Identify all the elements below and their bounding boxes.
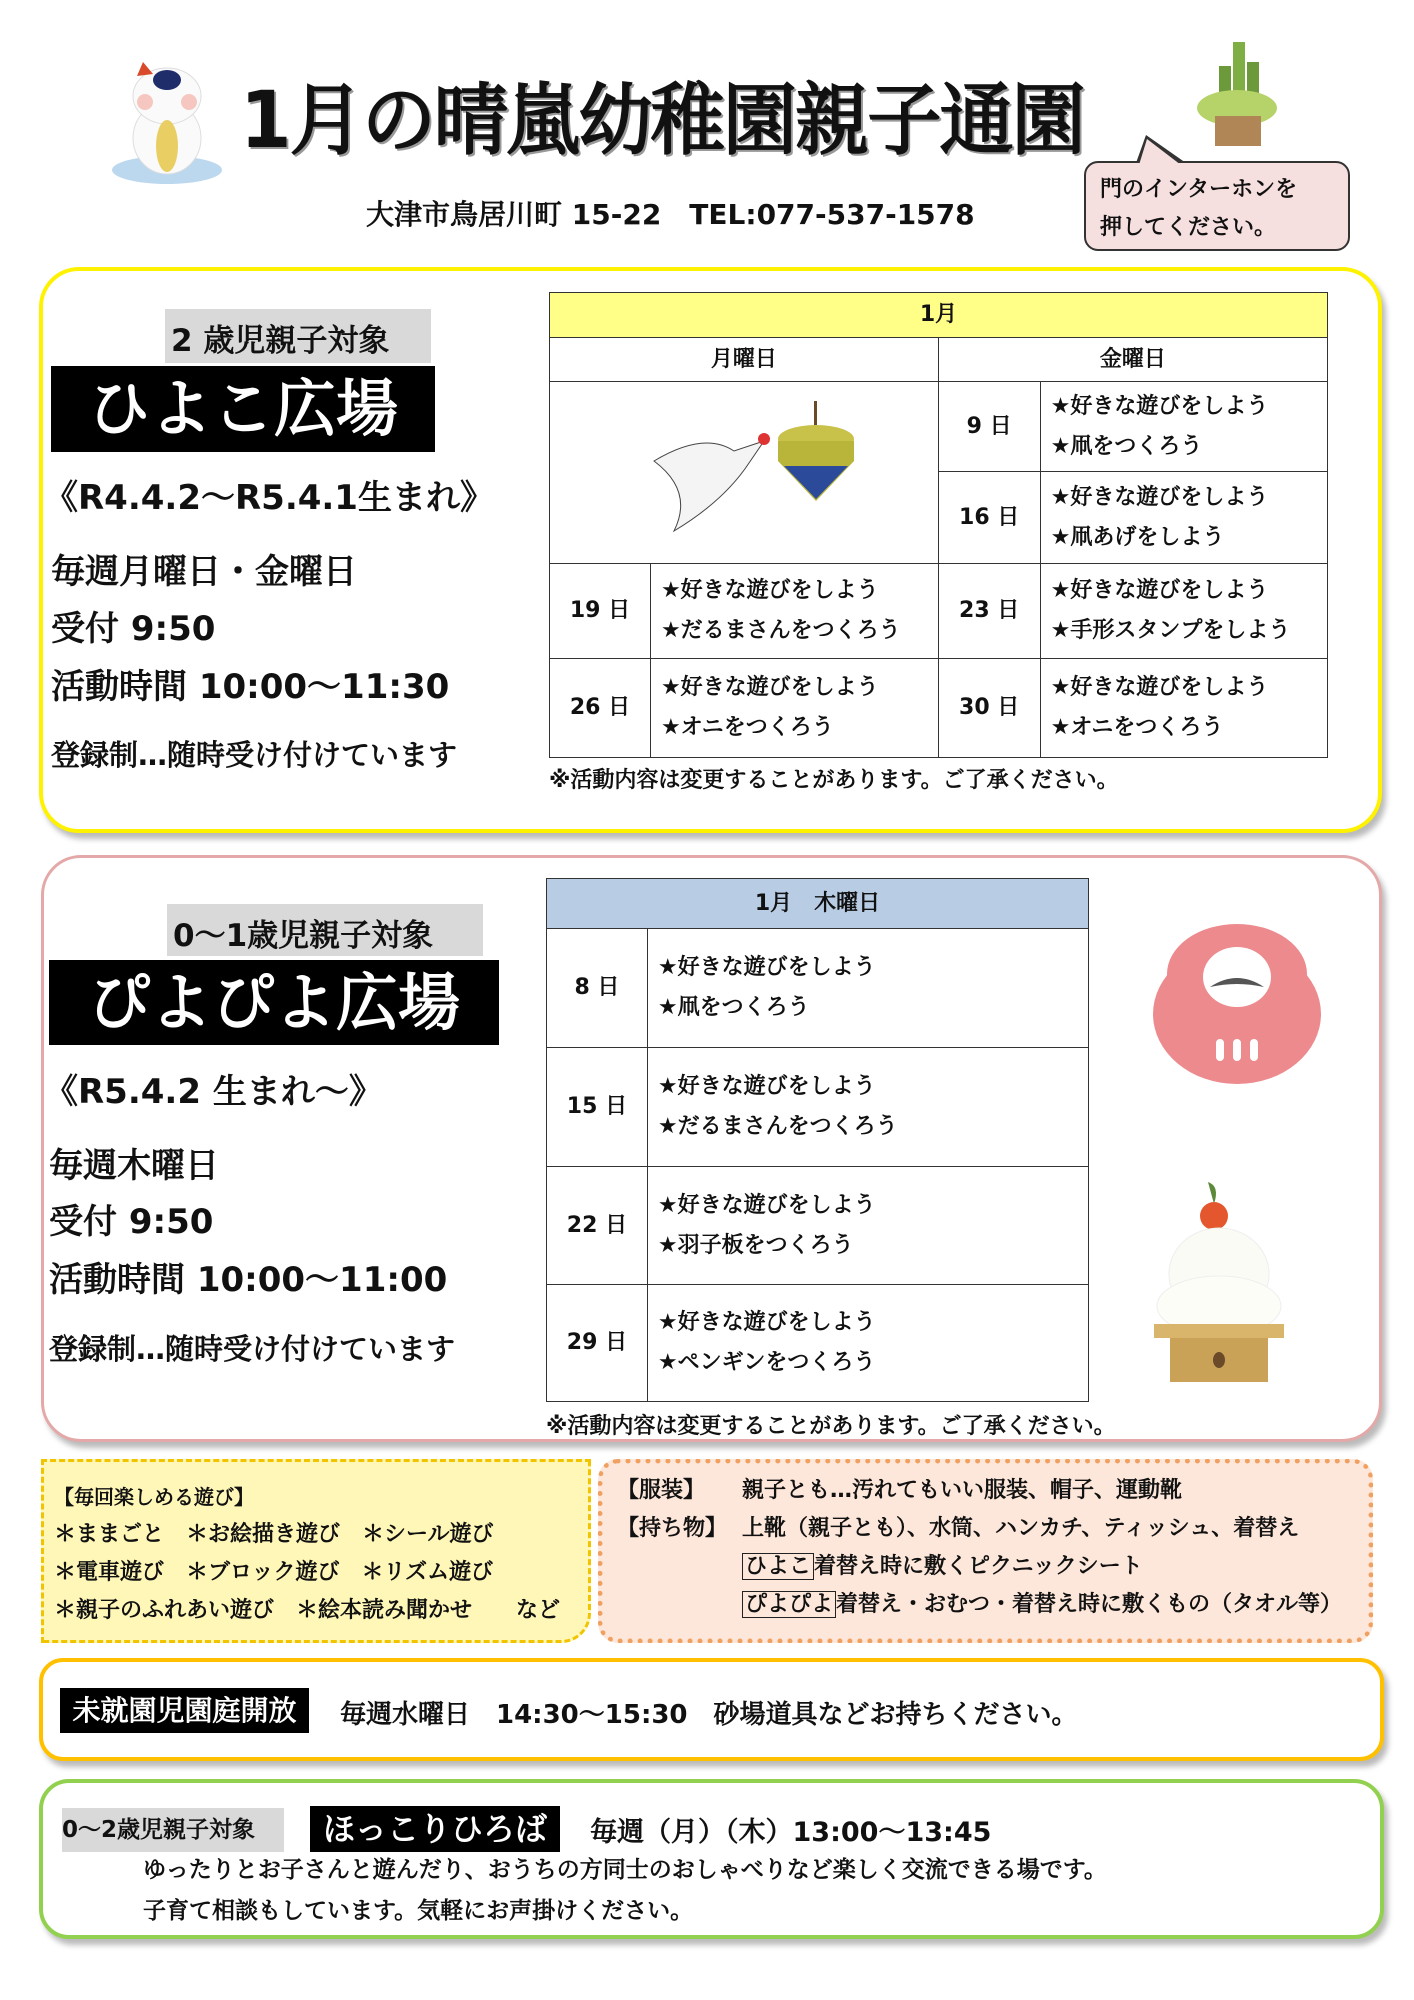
hiyoko-schedule-table	[549, 292, 1328, 758]
play-title: 【毎回楽しめる遊び】	[54, 1485, 254, 1509]
activity-cell	[647, 929, 1088, 1048]
piyo-tag: ぴよぴよ	[742, 1591, 836, 1618]
maneki-neko-illustration	[103, 58, 231, 186]
activity-line: ★ペンギンをつくろう	[657, 1350, 876, 1375]
bubble-line: 門のインターホンを	[1100, 177, 1298, 202]
garden-text: 毎週水曜日 14:30〜15:30 砂場道具などお持ちください。	[340, 1700, 1078, 1730]
activity-line: ★羽子板をつくろう	[657, 1232, 854, 1258]
piyopiyo-hours: 活動時間 10:00〜11:00	[49, 1260, 448, 1300]
day-cell: 9 日	[938, 382, 1040, 472]
activity-line: ★好きな遊びをしよう	[1050, 393, 1269, 419]
piyopiyo-name: ぴよぴよ広場	[49, 960, 499, 1045]
bring-text: 上靴（親子とも）、水筒、ハンカチ、ティッシュ、着替え	[742, 1516, 1300, 1541]
activity-line: ★好きな遊びをしよう	[660, 675, 879, 700]
piyopiyo-schedule-table	[546, 878, 1089, 1402]
activity-cell	[647, 1285, 1088, 1402]
activity-line: ★オニをつくろう	[660, 715, 834, 740]
activity-line: ★凧あげをしよう	[1050, 524, 1225, 550]
activity-line: ★好きな遊びをしよう	[1050, 484, 1269, 510]
activity-line: ★凧をつくろう	[1050, 433, 1203, 459]
day-cell: 8 日	[547, 929, 648, 1048]
piyopiyo-target: 0〜1歳児親子対象	[167, 904, 483, 956]
activity-cell	[647, 1167, 1088, 1285]
play-line: ＊電車遊び ＊ブロック遊び ＊リズム遊び	[54, 1560, 494, 1585]
hiyoko-note: ※活動内容は変更することがあります。ご了承ください。	[549, 768, 1119, 793]
friday-header: 金曜日	[938, 338, 1327, 382]
activity-line: ★凧をつくろう	[657, 995, 810, 1020]
day-cell: 19 日	[550, 564, 651, 659]
activity-cell	[1040, 564, 1327, 659]
activity-line: ★好きな遊びをしよう	[657, 1192, 876, 1218]
piyopiyo-note: ※活動内容は変更することがあります。ご了承ください。	[546, 1414, 1116, 1439]
hiyoko-target: 2 歳児親子対象	[165, 309, 431, 363]
activity-cell	[647, 1048, 1088, 1167]
hiyoko-name: ひよこ広場	[51, 366, 435, 452]
page-title: 1月の晴嵐幼稚園親子通園	[240, 76, 1084, 166]
activity-line: ★好きな遊びをしよう	[1050, 675, 1269, 700]
monday-header: 月曜日	[550, 338, 939, 382]
piyopiyo-birth: 《R5.4.2 生まれ〜》	[44, 1072, 383, 1112]
day-cell: 29 日	[547, 1285, 648, 1402]
hiyoko-tag: ひよこ	[742, 1553, 814, 1580]
hokkori-target: 0〜2歳児親子対象	[62, 1808, 284, 1852]
thursday-header: 1月 木曜日	[547, 879, 1089, 929]
kagami-mochi-illustration	[1148, 1176, 1290, 1386]
crane-top-illustration	[550, 382, 939, 564]
activity-cell	[650, 659, 938, 758]
day-cell: 23 日	[938, 564, 1040, 659]
items-box	[598, 1459, 1373, 1643]
address-phone: 大津市鳥居川町 15-22 TEL:077-537-1578	[366, 198, 975, 231]
activity-line: ★好きな遊びをしよう	[657, 955, 876, 980]
activity-line: ★好きな遊びをしよう	[1050, 578, 1269, 603]
hiyoko-days: 毎週月曜日・金曜日	[51, 552, 357, 592]
day-cell: 26 日	[550, 659, 651, 758]
activity-line: ★好きな遊びをしよう	[657, 1310, 876, 1335]
bring-row	[617, 1510, 1354, 1548]
activity-cell	[1040, 472, 1327, 564]
garden-label: 未就園児園庭開放	[60, 1688, 309, 1733]
clothes-label: 【服装】	[617, 1478, 706, 1503]
bring-label: 【持ち物】	[617, 1516, 728, 1541]
day-cell: 16 日	[938, 472, 1040, 564]
kadomatsu-illustration	[1189, 36, 1286, 148]
clothes-text: 親子とも…汚れてもいい服装、帽子、運動靴	[742, 1478, 1183, 1503]
hiyoko-item: 着替え時に敷くピクニックシート	[814, 1554, 1143, 1579]
clothes-row	[617, 1472, 1354, 1510]
piyo-item-row	[617, 1586, 1354, 1624]
hiyoko-reception: 受付 9:50	[51, 609, 216, 649]
month-header: 1月	[550, 293, 1328, 338]
piyopiyo-days: 毎週木曜日	[49, 1146, 219, 1186]
activity-line: ★好きな遊びをしよう	[660, 578, 879, 603]
activity-cell	[1040, 382, 1327, 472]
activity-cell	[1040, 659, 1327, 758]
activity-cell	[650, 564, 938, 659]
play-line: ＊親子のふれあい遊び ＊絵本読み聞かせ など	[54, 1598, 561, 1623]
activity-line: ★だるまさんをつくろう	[657, 1114, 898, 1139]
hokkori-schedule: 毎週（月）（木）13:00〜13:45	[590, 1817, 992, 1848]
bubble-line: 押してください。	[1100, 215, 1277, 240]
piyopiyo-reception: 受付 9:50	[49, 1202, 214, 1242]
hiyoko-item-row	[617, 1548, 1354, 1586]
piyo-item: 着替え・おむつ・着替え時に敷くもの（タオル等）	[836, 1592, 1343, 1617]
day-cell: 30 日	[938, 659, 1040, 758]
daruma-illustration	[1150, 919, 1324, 1090]
piyopiyo-registration: 登録制…随時受け付けています	[49, 1332, 456, 1366]
hokkori-name: ほっこりひろば	[310, 1806, 560, 1852]
activity-line: ★好きな遊びをしよう	[657, 1074, 876, 1099]
activity-line: ★手形スタンプをしよう	[1050, 618, 1291, 643]
hokkori-line1: ゆったりとお子さんと遊んだり、おうちの方同士のおしゃべりなど楽しく交流できる場です。	[143, 1857, 1107, 1883]
speech-bubble	[1084, 161, 1350, 251]
hokkori-line2: 子育て相談もしています。気軽にお声掛けください。	[143, 1898, 694, 1924]
hiyoko-hours: 活動時間 10:00〜11:30	[51, 667, 450, 707]
activity-line: ★だるまさんをつくろう	[660, 618, 901, 643]
day-cell: 15 日	[547, 1048, 648, 1167]
activity-line: ★オニをつくろう	[1050, 715, 1224, 740]
hiyoko-birth: 《R4.4.2〜R5.4.1生まれ》	[44, 478, 494, 518]
day-cell: 22 日	[547, 1167, 648, 1285]
play-line: ＊ままごと ＊お絵描き遊び ＊シール遊び	[54, 1522, 494, 1547]
hiyoko-registration: 登録制…随時受け付けています	[51, 738, 458, 772]
play-box	[41, 1459, 591, 1643]
